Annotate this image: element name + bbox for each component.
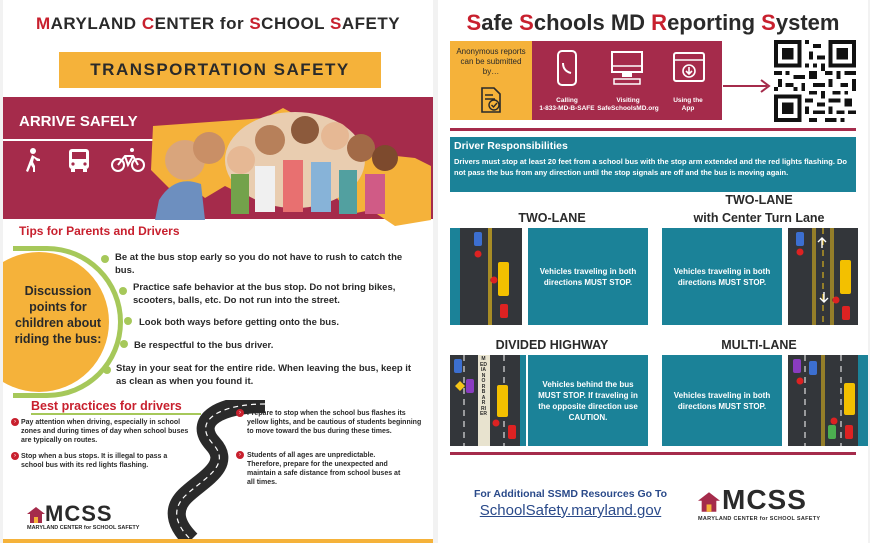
tip-bullet: [101, 255, 109, 263]
transportation-safety-banner: TRANSPORTATION SAFETY: [59, 52, 381, 88]
reporting-title: Safe Schools MD Reporting System: [466, 10, 840, 35]
method-label: Using the: [673, 97, 703, 104]
tip-item: Practice safe behavior at the bus stop. Do not bring bikes, scooters, balls, etc. Do not run into the street.: [133, 282, 396, 306]
two-lane-rule: Vehicles traveling in both directions MUST STOP.: [528, 228, 648, 325]
multi-lane-road-diagram: [788, 355, 858, 446]
walking-icon: [26, 148, 40, 172]
teal-strip: [858, 355, 868, 446]
method-calling: [533, 97, 601, 113]
divider: [3, 139, 163, 141]
method-app: [654, 97, 722, 113]
tips-heading: Tips for Parents and Drivers: [19, 224, 180, 238]
arrive-safely-heading: ARRIVE SAFELY: [19, 113, 138, 130]
two-lane-road-diagram: [460, 228, 522, 325]
method-label: Calling: [556, 97, 578, 104]
discussion-label: Discussion points for children about riding the bus:: [14, 284, 102, 346]
center-turn-heading: [660, 191, 858, 227]
flyer-title: MARYLAND CENTER for SCHOOL SAFETY: [35, 14, 401, 33]
chevron-right-icon: ›: [236, 409, 244, 417]
method-visiting: [594, 97, 662, 113]
tip-bullet: [124, 317, 132, 325]
chevron-right-icon: ›: [236, 451, 244, 459]
bottom-stripe: [3, 539, 433, 543]
tip-item: Be at the bus stop early so you do not have to rush to catch the bus.: [115, 252, 403, 276]
tip-item: Look both ways before getting onto the bus.: [139, 317, 340, 328]
travel-modes: [17, 146, 147, 174]
center-turn-heading-line1: TWO-LANE: [725, 193, 793, 207]
chevron-right-icon: ›: [11, 418, 19, 426]
anonymous-text: Anonymous reports can be submitted by…: [456, 47, 526, 76]
app-download-icon: [672, 50, 706, 86]
logo-wordmark: MCSS: [722, 484, 807, 515]
method-label: Visiting: [616, 97, 640, 104]
driver-practice-item: Pay attention when driving, especially in school zones and during times of day when school buses are typically on routes.: [21, 419, 189, 444]
center-turn-road-diagram: [788, 228, 858, 325]
maryland-map-family-photo: [145, 100, 431, 230]
multi-lane-heading: MULTI-LANE: [721, 338, 797, 352]
teal-strip: [520, 355, 526, 446]
teal-strip: [450, 228, 460, 325]
method-value: 1-833-MD-B-SAFE: [539, 105, 595, 112]
method-value: SafeSchoolsMD.org: [597, 105, 659, 112]
divided-highway-heading: DIVIDED HIGHWAY: [495, 338, 609, 352]
schoolhouse-icon: [698, 492, 720, 512]
qr-code[interactable]: [774, 40, 856, 122]
tip-bullet: [119, 287, 127, 295]
driver-practice-item: Stop when a bus stops. It is illegal to pass a school bus with its red lights flashing.: [21, 453, 168, 469]
tip-bullet: [120, 340, 128, 348]
computer-icon: [610, 50, 644, 86]
driver-practice-item: Prepare to stop when the school bus flashes its yellow lights, and be cautious of students beginning to move toward the bus during these times.: [247, 410, 422, 435]
center-turn-heading-line2: with Center Turn Lane: [693, 211, 825, 225]
logo-subtitle: MARYLAND CENTER for SCHOOL SAFETY: [698, 516, 821, 522]
divider: [450, 452, 856, 455]
divided-highway-rule: Vehicles behind the bus MUST STOP. If traveling in the opposite direction use CAUTION.: [528, 355, 648, 446]
method-value: App: [681, 105, 695, 112]
responsibilities-heading: Driver Responsibilities: [454, 140, 568, 152]
tip-item: Be respectful to the bus driver.: [134, 340, 274, 351]
reporting-methods: [450, 41, 722, 120]
divider: [450, 128, 856, 131]
chevron-right-icon: ›: [11, 452, 19, 460]
driver-practice-item: Students of all ages are unpredictable. Therefore, prepare for the unexpected and maintain a safe distance from school buses at all times.: [247, 452, 401, 486]
multi-lane-rule: Vehicles traveling in both directions MUST STOP.: [662, 355, 782, 446]
arrow-right-icon: [723, 76, 773, 96]
tip-item: Stay in your seat for the entire ride. When leaving the bus, keep it as clean as when you found it.: [116, 363, 412, 387]
two-lane-heading: TWO-LANE: [518, 211, 586, 225]
bicycle-icon: [112, 148, 144, 171]
logo-subtitle: MARYLAND CENTER for SCHOOL SAFETY: [27, 525, 140, 531]
driver-responsibilities: [450, 137, 856, 192]
schoolhouse-icon: [27, 507, 45, 523]
resources-link[interactable]: SchoolSafety.maryland.gov: [479, 502, 662, 519]
center-turn-rule: Vehicles traveling in both directions MUST STOP.: [662, 228, 782, 325]
phone-icon: [556, 50, 578, 86]
checked-document-icon: [479, 87, 503, 113]
responsibilities-text: Drivers must stop at least 20 feet from a school bus with the stop arm extended and the red lights flashing. Do not pass the bus from any direction until the stop signals are off and the bus is moving again.: [454, 157, 847, 177]
logo-wordmark: MCSS: [45, 501, 113, 526]
reporting-system-flyer: [438, 0, 868, 543]
tip-bullet: [103, 366, 111, 374]
bus-icon: [69, 149, 89, 172]
resources-text: For Additional SSMD Resources Go To: [473, 488, 668, 500]
transportation-safety-flyer: [3, 0, 433, 543]
best-practices-heading: Best practices for drivers: [31, 399, 182, 413]
median-barrier-label: MEDIAN OR BARRIER: [480, 356, 487, 417]
